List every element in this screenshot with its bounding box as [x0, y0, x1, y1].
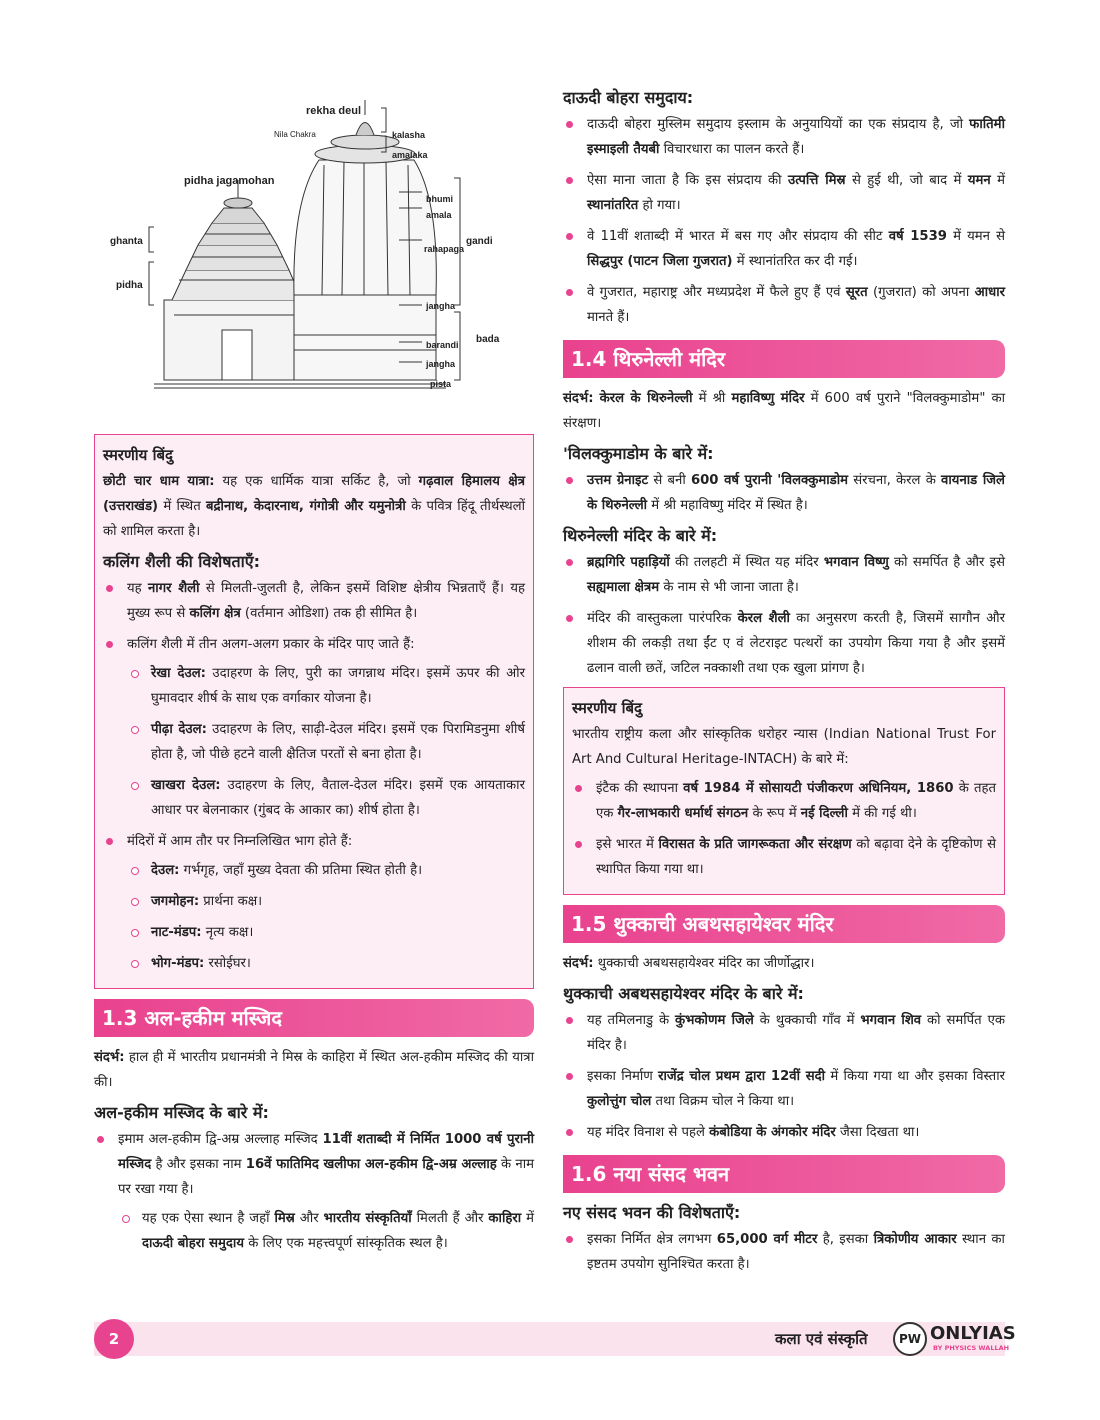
left-column: [94, 80, 534, 1262]
temple-parts-list: [127, 858, 525, 976]
thukkachi-list: [563, 1008, 1005, 1145]
remember-box-title: स्मरणीय बिंदु: [103, 446, 174, 464]
char-dham-paragraph: छोटी चार धाम यात्रा: यह एक धार्मिक यात्रा सर्किट है, जो गढ़वाल हिमालय क्षेत्र (उत्तराखंड) में स्थित बद्रीनाथ, केदारनाथ, गंगोत्री और यमुनोत्री के पवित्र हिंदू तीर्थस्थलों को शामिल करता है।: [103, 474, 526, 539]
label-pidha: pidha: [116, 280, 143, 291]
section-banner-1-5: 1.5 थुक्काची अबथसहायेश्वर मंदिर: [563, 905, 1005, 943]
context-paragraph: संदर्भ: केरल के थिरुनेल्ली में श्री महाविष्णु मंदिर में 600 वर्ष पुराने "विलक्कुमाडोम" का संरक्षण।: [563, 391, 1006, 431]
parliament-features-heading: नए संसद भवन की विशेषताएँ:: [563, 1203, 741, 1222]
bohra-heading: दाऊदी बोहरा समुदाय:: [563, 88, 694, 107]
list-item: उत्तम ग्रेनाइट से बनी 600 वर्ष पुरानी 'विलक्कुमाडोम संरचना, केरल के वायनाड जिले के थिरुनेल्ली में श्री महाविष्णु मंदिर में स्थित है।: [563, 468, 1005, 518]
label-bada: bada: [476, 334, 500, 345]
footer-band: [94, 1322, 1005, 1356]
al-hakim-sublist: [118, 1206, 534, 1256]
label-rekha-deul: rekha deul: [306, 105, 362, 117]
label-bhumi: bhumi: [426, 194, 453, 204]
list-item: इंटैक की स्थापना वर्ष 1984 में सोसायटी पंजीकरण अधिनियम, 1860 के तहत एक गैर-लाभकारी धर्मार्थ संगठन के रूप में नई दिल्ली में की गई थी।: [572, 776, 996, 826]
kalinga-features-list: [103, 576, 525, 976]
list-item: देउल: गर्भगृह, जहाँ मुख्य देवता की प्रतिमा स्थित होती है।: [127, 858, 525, 883]
onlyias-logo: ONLYIAS: [930, 1323, 1016, 1344]
label-jangha-bottom: jangha: [426, 359, 456, 369]
list-item: जगमोहन: प्रार्थना कक्ष।: [127, 889, 525, 914]
list-item: कलिंग शैली में तीन अलग-अलग प्रकार के मंदिर पाए जाते हैं: रेखा देउल: उदाहरण के लिए, पुरी का जगन्नाथ मंदिर। इसमें ऊपर की ओर घुमावदार शीर्ष के साथ एक वर्गाकार योजना है। पीढ़ा देउल: उदाहरण के लिए, साढ़ी-देउल मंदिर। इसमें एक पिरामिडनुमा शीर्ष होता है, जो पीछे हटने वाली क्षैतिज परतों से बना होता है। खाखरा देउल: उदाहरण के लिए, वैताल-देउल मंदिर। इसमें एक आयताकार आधार पर बेलनाकार (गुंबद के आकार का) शीर्ष होता है।: [103, 632, 525, 823]
list-item: इमाम अल-हकीम द्वि-अम्र अल्लाह मस्जिद 11वीं शताब्दी में निर्मित 1000 वर्ष पुरानी मस्जिद है और इसका नाम 16वें फातिमिद खलीफा अल-हकीम द्वि-अम्र अल्लाह के नाम पर रखा गया है। यह एक ऐसा स्थान है जहाँ मिस्र और भारतीय संस्कृतियाँ मिलती हैं और काहिरा में दाऊदी बोहरा समुदाय के लिए एक महत्त्वपूर्ण सांस्कृतिक स्थल है।: [94, 1127, 534, 1256]
remember-box-intach: [563, 687, 1005, 895]
list-item: ऐसा माना जाता है कि इस संप्रदाय की उत्पत्ति मिस्र से हुई थी, जो बाद में यमन में स्थानांतरित हो गया।: [563, 168, 1005, 218]
thukkachi-heading: थुक्काची अबथसहायेश्वर मंदिर के बारे में:: [563, 984, 804, 1003]
label-gandi: gandi: [466, 236, 493, 247]
section-banner-1-4: 1.4 थिरुनेल्ली मंदिर: [563, 340, 1005, 378]
label-rahapaga: rahapaga: [424, 244, 465, 254]
label-kalasha: kalasha: [392, 130, 426, 140]
label-nila-chakra: Nila Chakra: [274, 130, 316, 139]
right-column: [563, 80, 1005, 1283]
label-jangha-top: jangha: [426, 301, 456, 311]
label-ghanta: ghanta: [110, 236, 143, 247]
intach-intro: भारतीय राष्ट्रीय कला और सांस्कृतिक धरोहर न्यास (Indian National Trust For Art And Cultural Heritage-INTACH) के बारे में:: [572, 727, 996, 767]
thirunelli-list: [563, 550, 1005, 681]
list-item: ब्रह्मगिरि पहाड़ियों की तलहटी में स्थित यह मंदिर भगवान विष्णु को समर्पित है और इसे सह्यमाला क्षेत्रम के नाम से भी जाना जाता है।: [563, 550, 1005, 600]
label-pidha-jagamohan: pidha jagamohan: [184, 175, 275, 187]
list-item: इसे भारत में विरासत के प्रति जागरूकता और संरक्षण को बढ़ावा देने के दृष्टिकोण से स्थापित किया गया था।: [572, 832, 996, 882]
label-amala: amala: [426, 210, 452, 220]
vilakkumadom-heading: 'विलक्कुमाडोम के बारे में:: [563, 444, 714, 463]
parliament-list: [563, 1227, 1005, 1277]
bohra-list: [563, 112, 1005, 330]
list-item: नाट-मंडप: नृत्य कक्ष।: [127, 920, 525, 945]
list-item: खाखरा देउल: उदाहरण के लिए, वैताल-देउल मंदिर। इसमें एक आयताकार आधार पर बेलनाकार (गुंबद के आकार का) शीर्ष होता है।: [127, 773, 525, 823]
al-hakim-about-heading: अल-हकीम मस्जिद के बारे में:: [94, 1103, 269, 1122]
list-item: पीढ़ा देउल: उदाहरण के लिए, साढ़ी-देउल मंदिर। इसमें एक पिरामिडनुमा शीर्ष होता है, जो पीछे हटने वाली क्षैतिज परतों से बना होता है।: [127, 717, 525, 767]
footer-subject: कला एवं संस्कृति: [775, 1330, 868, 1348]
page-number: 2: [94, 1319, 134, 1359]
list-item: यह तमिलनाडु के कुंभकोणम जिले के थुक्काची गाँव में भगवान शिव को समर्पित एक मंदिर है।: [563, 1008, 1005, 1058]
section-banner-1-3: 1.3 अल-हकीम मस्जिद: [94, 999, 534, 1037]
list-item: यह नागर शैली से मिलती-जुलती है, लेकिन इसमें विशिष्ट क्षेत्रीय भिन्नताएँ हैं। यह मुख्य रूप से कलिंग क्षेत्र (वर्तमान ओडिशा) तक ही सीमित है।: [103, 576, 525, 626]
list-item: वे 11वीं शताब्दी में भारत में बस गए और संप्रदाय की सीट वर्ष 1539 में यमन से सिद्धपुर (पाटन जिला गुजरात) में स्थानांतरित कर दी गई।: [563, 224, 1005, 274]
logo-tagline: BY PHYSICS WALLAH: [933, 1344, 1010, 1352]
al-hakim-list: [94, 1127, 534, 1256]
list-item: मंदिरों में आम तौर पर निम्नलिखित भाग होते हैं: देउल: गर्भगृह, जहाँ मुख्य देवता की प्रतिमा स्थित होती है। जगमोहन: प्रार्थना कक्ष। नाट-मंडप: नृत्य कक्ष। भोग-मंडप: रसोईघर।: [103, 829, 525, 976]
temple-types-list: [127, 661, 525, 823]
list-item: इसका निर्मित क्षेत्र लगभग 65,000 वर्ग मीटर है, इसका त्रिकोणीय आकार स्थान का इष्टतम उपयोग सुनिश्चित करता है।: [563, 1227, 1005, 1277]
section-banner-1-6: 1.6 नया संसद भवन: [563, 1155, 1005, 1193]
label-barandi: barandi: [426, 340, 459, 350]
vilakkumadom-list: [563, 468, 1005, 518]
thirunelli-heading: थिरुनेल्ली मंदिर के बारे में:: [563, 526, 718, 545]
kalinga-features-heading: कलिंग शैली की विशेषताएँ:: [103, 552, 260, 571]
kalinga-temple-illustration: [94, 80, 534, 410]
list-item: भोग-मंडप: रसोईघर।: [127, 951, 525, 976]
label-pista: pista: [430, 379, 452, 389]
remember-box-title: स्मरणीय बिंदु: [572, 699, 643, 717]
list-item: यह मंदिर विनाश से पहले कंबोडिया के अंगकोर मंदिर जैसा दिखता था।: [563, 1120, 1005, 1145]
context-paragraph: संदर्भ: हाल ही में भारतीय प्रधानमंत्री ने मिस्र के काहिरा में स्थित अल-हकीम मस्जिद की यात्रा की।: [94, 1050, 534, 1090]
temple-diagram: [94, 80, 534, 410]
list-item: वे गुजरात, महाराष्ट्र और मध्यप्रदेश में फैले हुए हैं एवं सूरत (गुजरात) को अपना आधार मानते हैं।: [563, 280, 1005, 330]
list-item: इसका निर्माण राजेंद्र चोल प्रथम द्वारा 12वीं सदी में किया गया था और इसका विस्तार कुलोत्तुंग चोल तथा विक्रम चोल ने किया था।: [563, 1064, 1005, 1114]
list-item: यह एक ऐसा स्थान है जहाँ मिस्र और भारतीय संस्कृतियाँ मिलती हैं और काहिरा में दाऊदी बोहरा समुदाय के लिए एक महत्त्वपूर्ण सांस्कृतिक स्थल है।: [118, 1206, 534, 1256]
intach-list: [572, 776, 996, 882]
list-item: दाऊदी बोहरा मुस्लिम समुदाय इस्लाम के अनुयायियों का एक संप्रदाय है, जो फातिमी इस्माइली तैयबी विचारधारा का पालन करते हैं।: [563, 112, 1005, 162]
remember-box-char-dham: [94, 434, 534, 989]
list-item: मंदिर की वास्तुकला पारंपरिक केरल शैली का अनुसरण करती है, जिसमें सागौन और शीशम की लकड़ी तथा ईंट ए वं लेटराइट पत्थरों का उपयोग किया गया है और इसमें ढलान वाली छतें, जटिल नक्काशी तथा एक खुला प्रांगण है।: [563, 606, 1005, 681]
pw-logo-icon: PW: [893, 1322, 927, 1356]
list-item: रेखा देउल: उदाहरण के लिए, पुरी का जगन्नाथ मंदिर। इसमें ऊपर की ओर घुमावदार शीर्ष के साथ एक वर्गाकार योजना है।: [127, 661, 525, 711]
label-amalaka: amalaka: [392, 150, 428, 160]
context-paragraph: संदर्भ: थुक्काची अबथसहायेश्वर मंदिर का जीर्णोद्धार।: [563, 956, 815, 971]
